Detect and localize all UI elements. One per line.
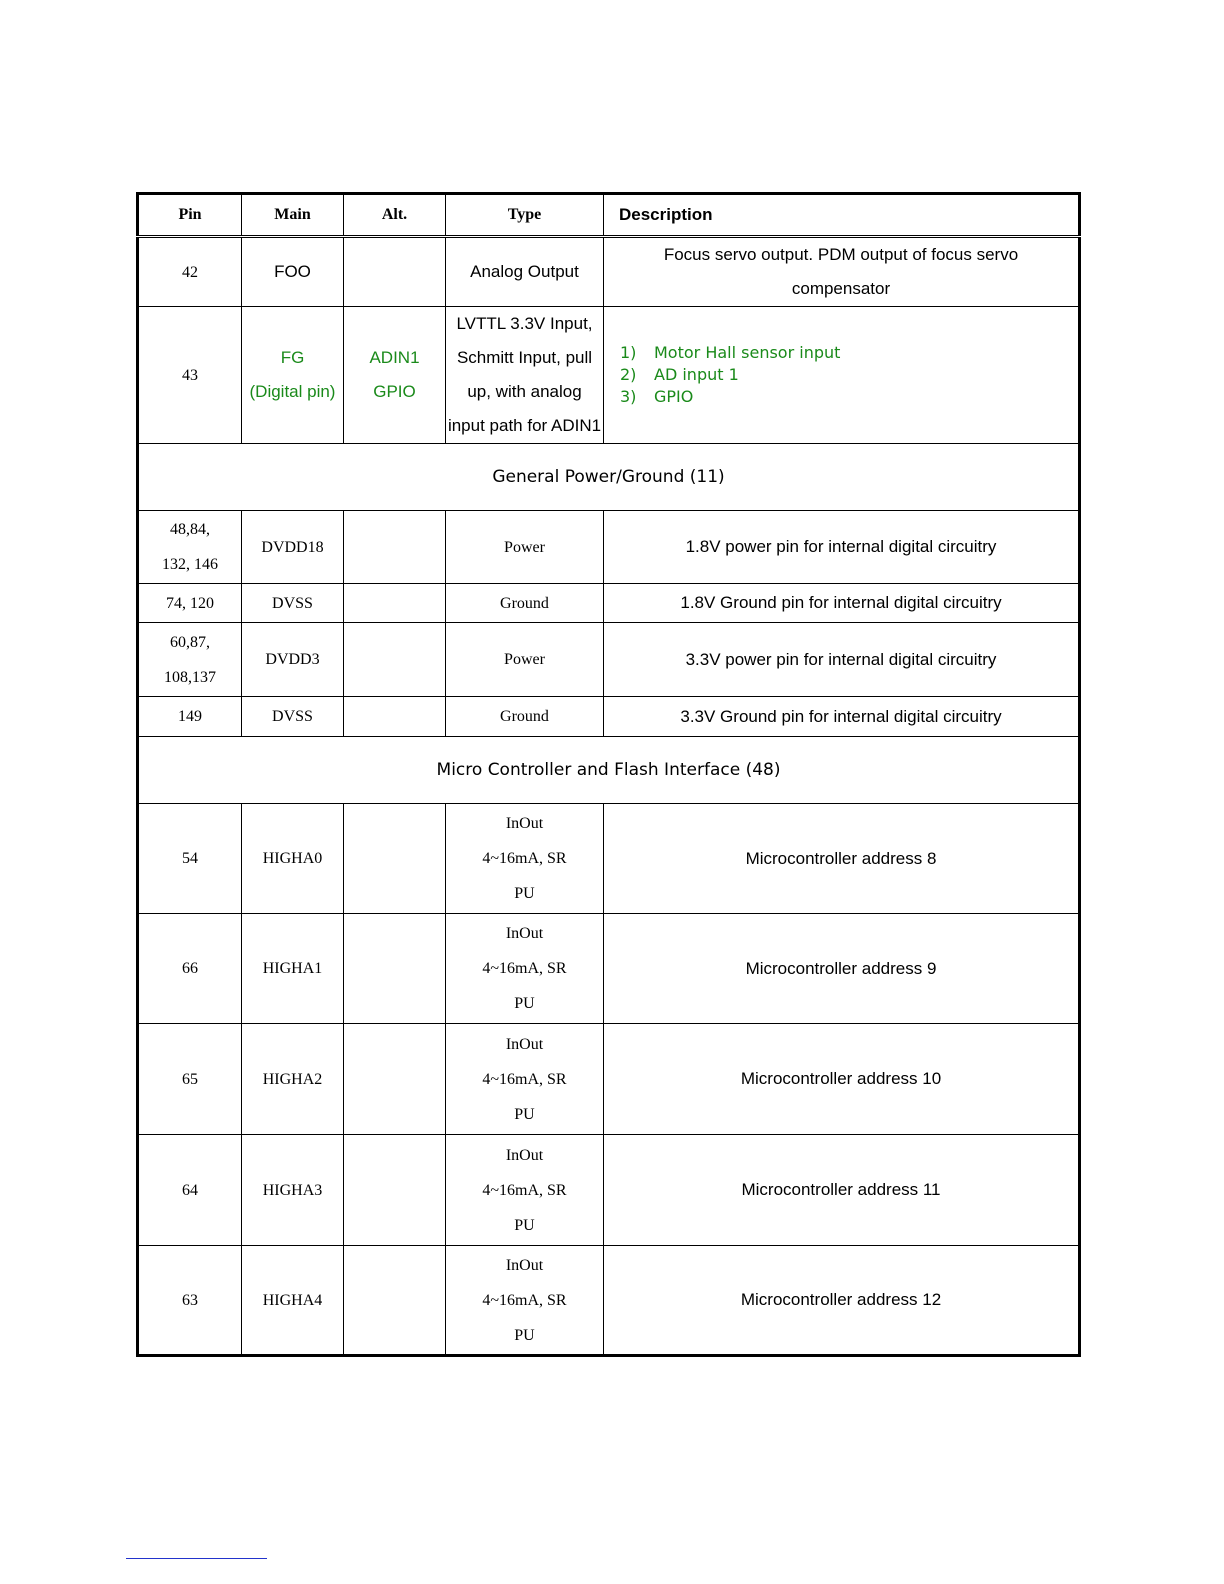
list-item xyxy=(620,342,1078,364)
type-line: InOut xyxy=(505,1256,544,1274)
pin-line: 108,137 xyxy=(164,668,216,686)
list-text: AD input 1 xyxy=(654,365,739,384)
type-line: InOut xyxy=(505,1035,544,1053)
main-cell: DVSS xyxy=(242,697,344,737)
list-item xyxy=(620,386,1078,408)
list-item xyxy=(620,364,1078,386)
main-cell xyxy=(242,307,344,444)
pin-line: 132, 146 xyxy=(162,556,218,573)
alt-cell xyxy=(344,697,446,737)
description-line: compensator xyxy=(791,279,891,298)
pin-line: 48,84, xyxy=(170,521,210,538)
description-cell: Microcontroller address 8 xyxy=(604,804,1080,914)
alt-cell xyxy=(344,1024,446,1135)
type-line: 4~16mA, SR xyxy=(482,1070,567,1088)
header-main: Main xyxy=(242,194,344,237)
type-line: InOut xyxy=(505,1146,544,1164)
alt-cell xyxy=(344,804,446,914)
type-cell xyxy=(446,1024,604,1135)
alt-cell xyxy=(344,914,446,1024)
alt-cell xyxy=(344,1246,446,1356)
table-row xyxy=(138,1024,1080,1135)
main-cell: DVDD3 xyxy=(242,623,344,697)
header-type: Type xyxy=(446,194,604,237)
type-line: input path for ADIN1 xyxy=(447,416,602,435)
type-cell: Ground xyxy=(446,584,604,623)
description-cell: Microcontroller address 10 xyxy=(604,1024,1080,1135)
pin-cell: 43 xyxy=(138,307,242,444)
pin-line: 60,87, xyxy=(170,633,210,651)
description-cell: Microcontroller address 9 xyxy=(604,914,1080,1024)
main-line: FG xyxy=(280,348,305,367)
main-line: (Digital pin) xyxy=(249,382,336,401)
type-line: PU xyxy=(514,1105,535,1123)
main-cell: FOO xyxy=(242,237,344,307)
type-cell xyxy=(446,1246,604,1356)
description-list xyxy=(620,342,1078,408)
pin-cell: 64 xyxy=(138,1135,242,1246)
type-line: 4~16mA, SR xyxy=(482,1181,567,1199)
table-row xyxy=(138,914,1080,1024)
header-pin: Pin xyxy=(138,194,242,237)
type-line: PU xyxy=(514,1216,535,1234)
pin-cell: 63 xyxy=(138,1246,242,1356)
main-cell: HIGHA3 xyxy=(242,1135,344,1246)
pin-cell: 74, 120 xyxy=(138,584,242,623)
table-row xyxy=(138,307,1080,444)
type-line: 4~16mA, SR xyxy=(482,960,567,977)
type-cell xyxy=(446,307,604,444)
type-cell xyxy=(446,1135,604,1246)
section-row xyxy=(138,737,1080,804)
alt-cell xyxy=(344,584,446,623)
main-cell: HIGHA0 xyxy=(242,804,344,914)
main-cell: DVSS xyxy=(242,584,344,623)
pin-cell: 54 xyxy=(138,804,242,914)
pin-cell: 42 xyxy=(138,237,242,307)
type-cell: Power xyxy=(446,511,604,584)
table-row xyxy=(138,804,1080,914)
table-row xyxy=(138,511,1080,584)
main-cell: HIGHA2 xyxy=(242,1024,344,1135)
section-title-power: General Power/Ground (11) xyxy=(138,444,1080,511)
type-line: LVTTL 3.3V Input, xyxy=(456,314,593,333)
type-line: InOut xyxy=(505,925,544,942)
pin-cell xyxy=(138,623,242,697)
table-row xyxy=(138,1246,1080,1356)
alt-cell xyxy=(344,237,446,307)
description-cell xyxy=(604,237,1080,307)
type-line: Schmitt Input, pull xyxy=(456,348,593,367)
section-row xyxy=(138,444,1080,511)
type-line: up, with analog xyxy=(467,382,582,401)
type-cell xyxy=(446,914,604,1024)
pin-cell: 66 xyxy=(138,914,242,1024)
description-cell: 3.3V power pin for internal digital circuitry xyxy=(604,623,1080,697)
description-cell: Microcontroller address 12 xyxy=(604,1246,1080,1356)
alt-line: ADIN1 xyxy=(369,348,420,367)
type-line: PU xyxy=(514,1326,535,1344)
table-row xyxy=(138,697,1080,737)
alt-cell xyxy=(344,1135,446,1246)
pin-cell xyxy=(138,511,242,584)
main-cell: HIGHA4 xyxy=(242,1246,344,1356)
type-line: 4~16mA, SR xyxy=(482,850,567,867)
list-number: 2) xyxy=(620,365,637,384)
description-cell: Microcontroller address 11 xyxy=(604,1135,1080,1246)
footnote-separator xyxy=(126,1558,267,1559)
list-number: 3) xyxy=(620,387,637,406)
type-line: PU xyxy=(514,995,535,1012)
main-cell: HIGHA1 xyxy=(242,914,344,1024)
alt-cell xyxy=(344,511,446,584)
description-cell: 3.3V Ground pin for internal digital circuitry xyxy=(604,697,1080,737)
header-description: Description xyxy=(604,194,1080,237)
table-row xyxy=(138,1135,1080,1246)
alt-line: GPIO xyxy=(373,382,416,401)
header-alt: Alt. xyxy=(344,194,446,237)
section-title-mcu: Micro Controller and Flash Interface (48) xyxy=(138,737,1080,804)
header-row xyxy=(138,194,1080,237)
pin-cell: 65 xyxy=(138,1024,242,1135)
list-text: Motor Hall sensor input xyxy=(654,343,841,362)
type-cell: Power xyxy=(446,623,604,697)
pin-cell: 149 xyxy=(138,697,242,737)
type-cell xyxy=(446,804,604,914)
table-row xyxy=(138,623,1080,697)
list-text: GPIO xyxy=(654,387,694,406)
description-cell: 1.8V Ground pin for internal digital circuitry xyxy=(604,584,1080,623)
description-cell xyxy=(604,307,1080,444)
type-line: 4~16mA, SR xyxy=(482,1291,567,1309)
pin-description-table xyxy=(136,192,1081,1357)
table-row xyxy=(138,584,1080,623)
main-cell: DVDD18 xyxy=(242,511,344,584)
alt-cell xyxy=(344,623,446,697)
list-number: 1) xyxy=(620,343,637,362)
table-row xyxy=(138,237,1080,307)
description-cell: 1.8V power pin for internal digital circuitry xyxy=(604,511,1080,584)
alt-cell xyxy=(344,307,446,444)
type-cell: Analog Output xyxy=(446,237,604,307)
type-cell: Ground xyxy=(446,697,604,737)
type-line: PU xyxy=(514,885,535,902)
type-line: InOut xyxy=(505,815,544,832)
description-line: Focus servo output. PDM output of focus servo xyxy=(663,245,1019,264)
